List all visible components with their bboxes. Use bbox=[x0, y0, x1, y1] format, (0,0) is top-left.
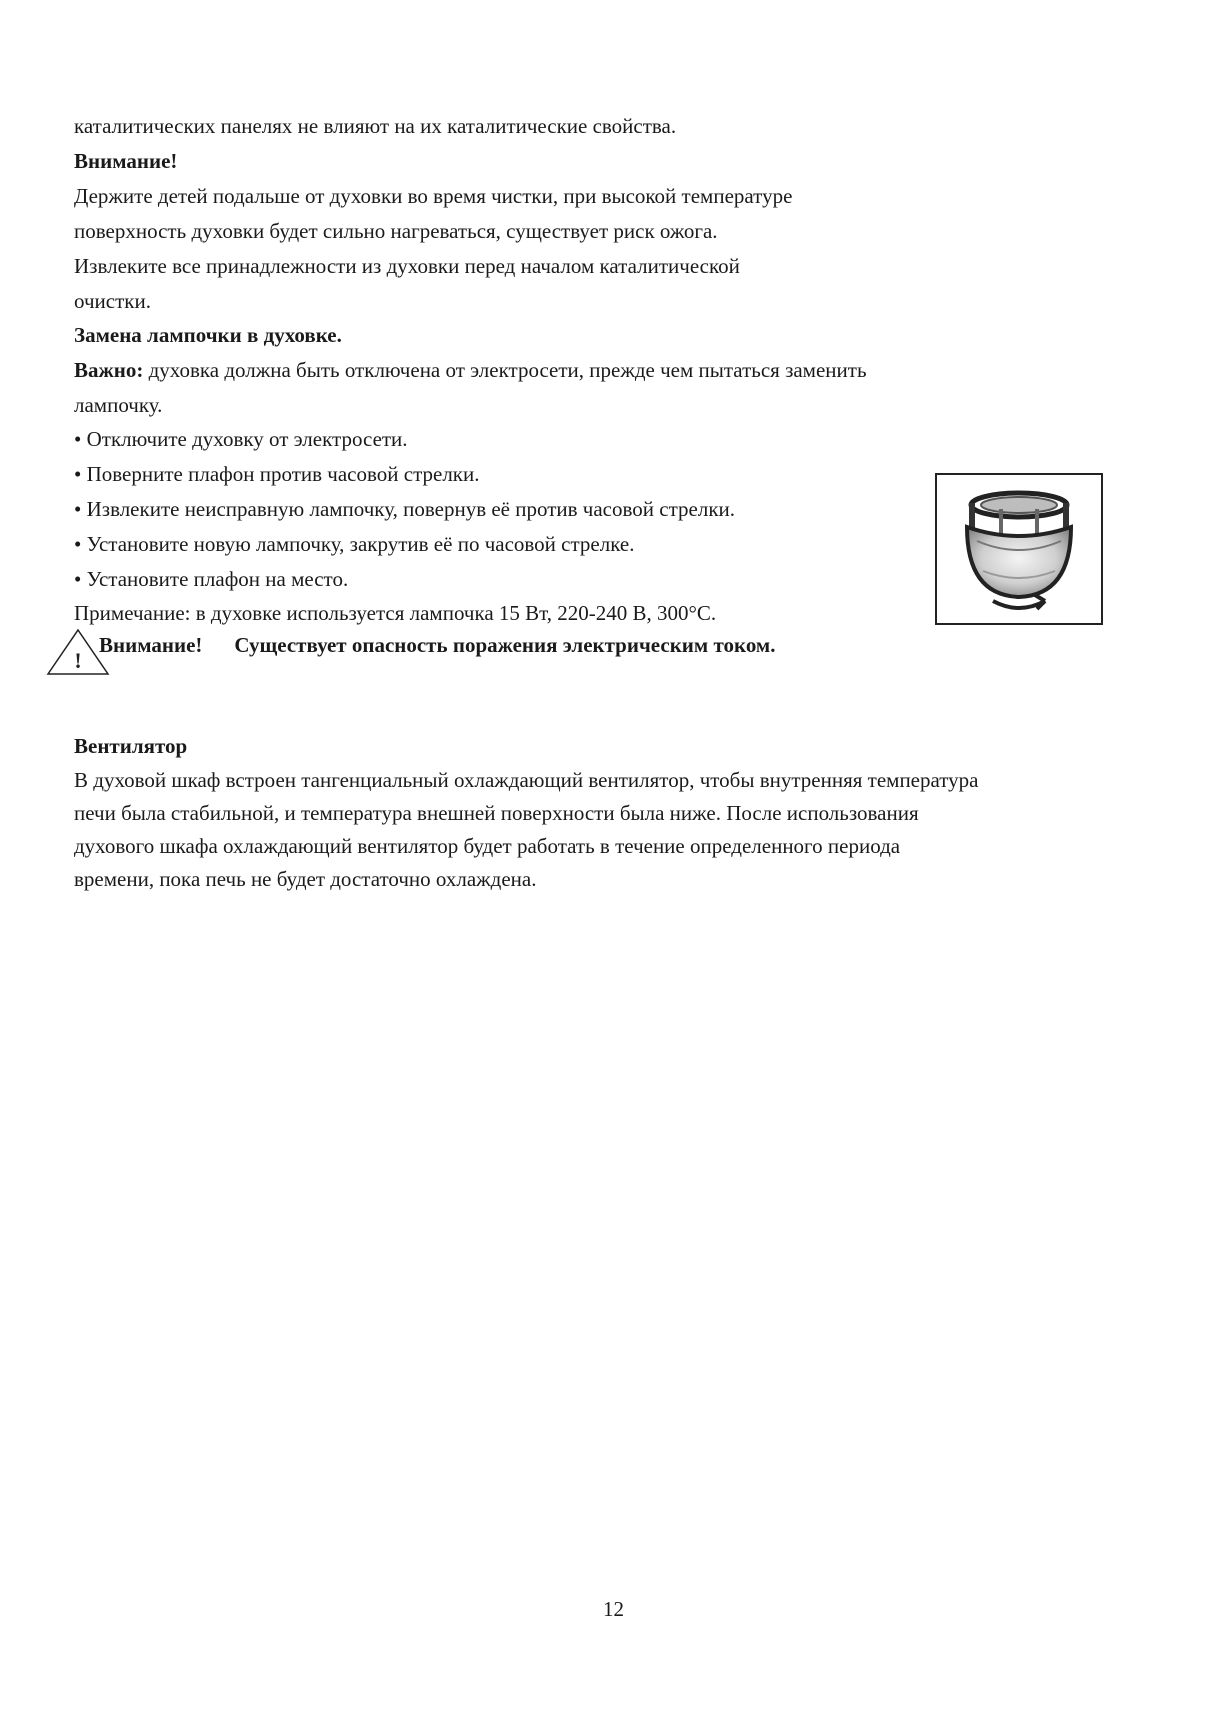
lamp-cover-icon bbox=[937, 475, 1101, 623]
text-line: каталитических панелях не влияют на их каталитические свойства. bbox=[74, 114, 677, 138]
important-label: Важно: bbox=[74, 358, 144, 382]
list-item: • Отключите духовку от электросети. bbox=[74, 427, 408, 451]
fan-section-heading: Вентилятор bbox=[74, 734, 188, 758]
warning-text: Существует опасность поражения электрическим током. bbox=[234, 633, 776, 657]
text-line: Держите детей подальше от духовки во время чистки, при высокой температуре bbox=[74, 184, 793, 208]
lamp-cover-illustration bbox=[935, 473, 1103, 625]
text-line: Извлеките все принадлежности из духовки перед началом каталитической bbox=[74, 254, 740, 278]
lamp-section-heading: Замена лампочки в духовке. bbox=[74, 323, 342, 347]
list-item: • Установите новую лампочку, закрутив её по часовой стрелке. bbox=[74, 532, 635, 556]
text-line: поверхность духовки будет сильно нагреваться, существует риск ожога. bbox=[74, 219, 718, 243]
warning-heading: Внимание! bbox=[74, 149, 178, 173]
warning-label: Внимание! bbox=[99, 633, 203, 657]
electric-shock-warning bbox=[99, 632, 775, 658]
list-item: • Извлеките неисправную лампочку, повернув её против часовой стрелки. bbox=[74, 497, 736, 521]
important-text: духовка должна быть отключена от электросети, прежде чем пытаться заменить bbox=[143, 358, 867, 382]
fan-text-line: печи была стабильной, и температура внешней поверхности была ниже. После использования bbox=[74, 801, 919, 825]
important-text-cont: лампочку. bbox=[74, 393, 163, 417]
fan-text-line: времени, пока печь не будет достаточно охлаждена. bbox=[74, 867, 537, 891]
list-item: • Установите плафон на место. bbox=[74, 567, 349, 591]
fan-text-line: В духовой шкаф встроен тангенциальный охлаждающий вентилятор, чтобы внутренняя температура bbox=[74, 768, 979, 792]
list-item: • Поверните плафон против часовой стрелки. bbox=[74, 462, 480, 486]
text-line: очистки. bbox=[74, 289, 151, 313]
page-number: 12 bbox=[603, 1597, 624, 1621]
important-note bbox=[74, 357, 867, 383]
warning-icon-glyph: ! bbox=[74, 648, 82, 673]
lamp-spec-note: Примечание: в духовке используется лампочка 15 Вт, 220-240 В, 300°C. bbox=[74, 601, 717, 625]
fan-text-line: духового шкафа охлаждающий вентилятор будет работать в течение определенного периода bbox=[74, 834, 901, 858]
